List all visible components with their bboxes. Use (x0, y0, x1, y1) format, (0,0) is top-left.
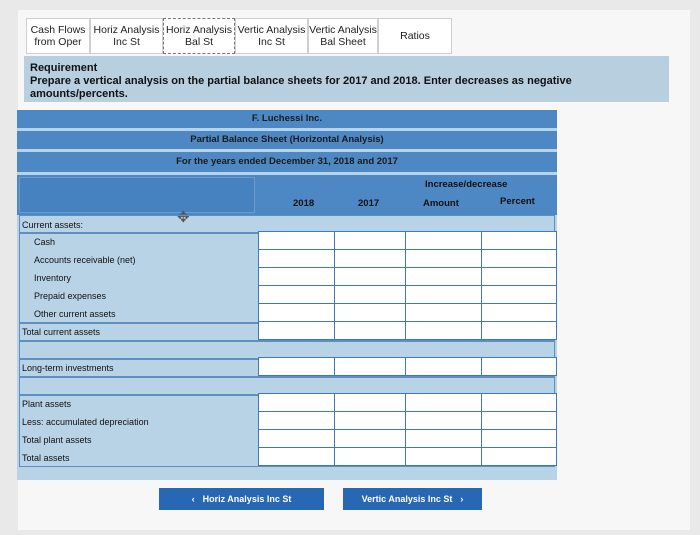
row-label-prepaid-expenses: Prepaid expenses (34, 291, 107, 301)
tab-line-2: from Oper (34, 36, 82, 48)
row-label-plant-assets: Plant assets (22, 399, 72, 409)
move-cursor-icon: ✥ (177, 209, 190, 226)
tab-line-1: Cash Flows (30, 24, 86, 36)
plant-amount-input[interactable] (405, 393, 482, 412)
prev-tab-label: Horiz Analysis Inc St (202, 494, 292, 504)
requirement-text: Prepare a vertical analysis on the partial balance sheets for 2017 and 2018. Enter decreases as negative amounts/percents. (30, 75, 572, 100)
tab-vertic-bal-sheet[interactable] (308, 18, 378, 54)
tab-line-2: Bal Sheet (320, 36, 366, 48)
row-label-cash: Cash (34, 237, 56, 247)
total-assets-percent-input[interactable] (481, 447, 557, 466)
tab-ratios[interactable] (378, 18, 452, 54)
row-label-total-plant-assets: Total plant assets (22, 435, 92, 445)
row-label-inventory: Inventory (34, 273, 72, 283)
percent-header: Percent (500, 196, 535, 207)
balance-sheet-table (17, 110, 557, 480)
requirement-title: Requirement (30, 62, 98, 74)
total-plant-2017-input[interactable] (334, 429, 406, 448)
total-current-percent-input[interactable] (481, 321, 557, 340)
row-label-accumulated-depreciation: Less: accumulated depreciation (22, 417, 149, 427)
prev-tab-button[interactable] (159, 488, 324, 510)
requirement-box (24, 56, 669, 102)
inventory-2018-input[interactable] (258, 267, 335, 286)
ar-amount-input[interactable] (405, 249, 482, 268)
amount-header: Amount (423, 198, 459, 209)
total-assets-amount-input[interactable] (405, 447, 482, 466)
prepaid-2018-input[interactable] (258, 285, 335, 304)
total-plant-amount-input[interactable] (405, 429, 482, 448)
other-current-percent-input[interactable] (481, 303, 557, 322)
increase-decrease-header: Increase/decrease (425, 179, 508, 190)
total-current-2017-input[interactable] (334, 321, 406, 340)
tab-cash-flows[interactable] (26, 18, 90, 54)
total-current-amount-input[interactable] (405, 321, 482, 340)
plant-percent-input[interactable] (481, 393, 557, 412)
tab-line-2: Inc St (258, 36, 285, 48)
ar-2018-input[interactable] (258, 249, 335, 268)
inventory-percent-input[interactable] (481, 267, 557, 286)
row-label-other-current-assets: Other current assets (34, 309, 116, 319)
cash-2018-input[interactable] (258, 231, 335, 250)
total-plant-percent-input[interactable] (481, 429, 557, 448)
tab-line-1: Ratios (400, 30, 430, 42)
lti-2018-input[interactable] (258, 357, 335, 376)
total-assets-2018-input[interactable] (258, 447, 335, 466)
statement-period: For the years ended December 31, 2018 and 2017 (17, 152, 557, 172)
depreciation-2017-input[interactable] (334, 411, 406, 430)
total-plant-2018-input[interactable] (258, 429, 335, 448)
inventory-amount-input[interactable] (405, 267, 482, 286)
header-blank-cell (19, 177, 255, 213)
next-tab-button[interactable] (343, 488, 482, 510)
depreciation-percent-input[interactable] (481, 411, 557, 430)
tab-line-1: Horiz Analysis (93, 24, 160, 36)
chevron-left-icon: ‹ (191, 494, 195, 504)
col-2018-header: 2018 (293, 198, 315, 209)
ar-2017-input[interactable] (334, 249, 406, 268)
cash-amount-input[interactable] (405, 231, 482, 250)
col-2017-header: 2017 (358, 198, 380, 209)
statement-title: Partial Balance Sheet (Horizontal Analysis) (17, 131, 557, 149)
total-current-2018-input[interactable] (258, 321, 335, 340)
other-current-amount-input[interactable] (405, 303, 482, 322)
tab-line-2: Inc St (113, 36, 140, 48)
tab-line-1: Horiz Analysis (166, 24, 232, 36)
row-label-total-current-assets: Total current assets (22, 327, 101, 337)
lti-percent-input[interactable] (481, 357, 557, 376)
lti-amount-input[interactable] (405, 357, 482, 376)
total-assets-2017-input[interactable] (334, 447, 406, 466)
prepaid-amount-input[interactable] (405, 285, 482, 304)
row-label-long-term-investments: Long-term investments (22, 363, 114, 373)
cash-percent-input[interactable] (481, 231, 557, 250)
tab-horiz-bal-st[interactable] (163, 18, 235, 54)
prepaid-percent-input[interactable] (481, 285, 557, 304)
chevron-right-icon: › (460, 494, 464, 504)
cash-2017-input[interactable] (334, 231, 406, 250)
inventory-2017-input[interactable] (334, 267, 406, 286)
tab-horiz-inc-st[interactable] (90, 18, 163, 54)
tab-vertic-inc-st[interactable] (235, 18, 308, 54)
lti-2017-input[interactable] (334, 357, 406, 376)
tab-line-1: Vertic Analysis (237, 24, 306, 36)
depreciation-amount-input[interactable] (405, 411, 482, 430)
depreciation-2018-input[interactable] (258, 411, 335, 430)
tab-line-1: Vertic Analysis (309, 24, 377, 36)
ar-percent-input[interactable] (481, 249, 557, 268)
tab-bar (26, 18, 452, 54)
row-label-current-assets: Current assets: (22, 220, 84, 230)
tab-line-2: Bal St (184, 36, 213, 48)
prepaid-2017-input[interactable] (334, 285, 406, 304)
other-current-2017-input[interactable] (334, 303, 406, 322)
row-label-total-assets: Total assets (22, 453, 70, 463)
row-label-accounts-receivable: Accounts receivable (net) (34, 255, 136, 265)
other-current-2018-input[interactable] (258, 303, 335, 322)
next-tab-label: Vertic Analysis Inc St (361, 494, 453, 504)
company-name: F. Luchessi Inc. (17, 110, 557, 128)
plant-2017-input[interactable] (334, 393, 406, 412)
plant-2018-input[interactable] (258, 393, 335, 412)
